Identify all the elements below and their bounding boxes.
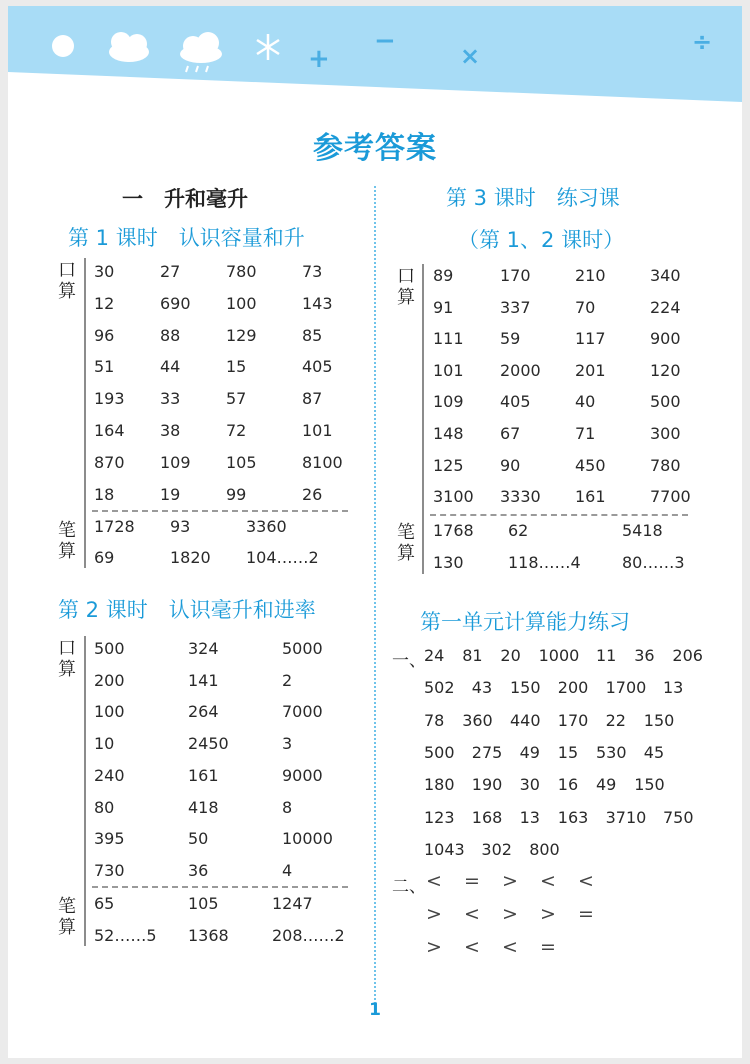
answer-value: 80……3: [622, 553, 685, 572]
answer-value: 161: [575, 487, 606, 507]
answer-value: 3330: [500, 487, 541, 507]
answer-value: 105: [188, 894, 219, 913]
answer-value: 224: [650, 297, 681, 317]
page-title: 参考答案: [313, 131, 437, 166]
answer-value: 780: [226, 262, 257, 281]
answer-value: 125: [433, 455, 464, 475]
answer-value: 418: [188, 797, 219, 817]
comparison-symbol: <: [578, 870, 594, 892]
practice-answer: 530: [596, 742, 627, 762]
cloud-sun-icon: [109, 32, 149, 62]
answer-value: 7000: [282, 702, 323, 722]
answer-value: 164: [94, 421, 125, 440]
answer-value: 7700: [650, 487, 691, 507]
answer-value: 130: [433, 553, 464, 572]
answer-value: 170: [500, 266, 531, 285]
answer-value: 101: [302, 421, 333, 440]
answer-value: 5000: [282, 639, 323, 658]
comparison-symbol: >: [502, 870, 518, 892]
answer-value: 730: [94, 860, 125, 880]
practice-answer: 170: [557, 710, 589, 730]
answer-value: 26: [302, 484, 323, 504]
practice-answer: 1043: [424, 839, 465, 859]
answer-value: 89: [433, 266, 454, 285]
practice-answer: 30: [519, 775, 540, 795]
answer-value: 36: [188, 860, 209, 880]
answer-value: 72: [226, 421, 247, 440]
answer-value: 69: [94, 548, 115, 567]
answer-value: 8: [282, 797, 293, 817]
lesson1-bar: [84, 258, 86, 568]
answer-value: 148: [433, 424, 464, 443]
lesson2-dash: [92, 886, 348, 888]
practice-answer: 302: [481, 839, 512, 859]
answer-value: 3100: [433, 487, 474, 507]
practice-answer: 1000: [538, 646, 580, 665]
answer-value: 80: [94, 797, 115, 817]
answer-value: 780: [650, 455, 681, 475]
answer-value: 67: [500, 424, 521, 443]
practice-answer: 22: [605, 710, 626, 730]
answer-value: 5418: [622, 521, 663, 540]
answer-value: 8100: [302, 452, 343, 472]
answer-value: 91: [433, 297, 454, 317]
practice-answer: 206: [672, 646, 703, 665]
answer-value: 208……2: [272, 926, 345, 945]
answer-value: 100: [226, 293, 257, 313]
answer-value: 240: [94, 765, 125, 785]
answer-value: 500: [650, 392, 681, 412]
answer-value: 1768: [433, 521, 474, 540]
answer-value: 90: [500, 455, 521, 475]
part2-label: 二、: [392, 877, 426, 897]
unit-title: 一 升和毫升: [122, 187, 248, 211]
answer-value: 18: [94, 484, 115, 504]
answer-value: 19: [160, 484, 181, 504]
practice-answer: 502: [424, 678, 455, 698]
comparison-symbol: <: [464, 903, 480, 925]
lesson3-subtitle: （第 1、2 课时）: [458, 228, 625, 252]
comparison-symbol: >: [426, 903, 442, 925]
times-icon: ×: [460, 42, 481, 70]
answer-value: 10: [94, 734, 115, 754]
comparison-symbol: =: [540, 936, 556, 958]
answer-value: 395: [94, 829, 125, 849]
comparison-symbol: <: [540, 870, 556, 892]
answer-value: 690: [160, 293, 191, 313]
answer-value: 1728: [94, 517, 135, 536]
comparison-symbol: >: [502, 903, 518, 925]
answer-value: 141: [188, 670, 219, 690]
answer-value: 96: [94, 325, 115, 345]
part1-label: 一、: [392, 651, 426, 671]
practice-answer: 11: [596, 646, 617, 665]
comparison-symbol: >: [426, 936, 442, 958]
practice-answer: 49: [596, 775, 617, 795]
practice-answer: 78: [424, 710, 445, 730]
divide-icon: ÷: [692, 28, 713, 56]
practice-answer: 45: [643, 742, 665, 762]
comparison-symbol: <: [426, 870, 442, 892]
answer-value: 9000: [282, 765, 323, 785]
comparison-symbol: >: [540, 903, 556, 925]
sun-icon: [52, 35, 74, 57]
page-number: 1: [369, 1000, 381, 1020]
written-label: 笔 算: [58, 520, 76, 562]
answer-value: 15: [226, 357, 247, 377]
answer-value: 51: [94, 357, 115, 377]
answer-value: 30: [94, 262, 115, 281]
answer-value: 12: [94, 293, 115, 313]
answer-value: 10000: [282, 829, 333, 849]
answer-value: 73: [302, 262, 323, 281]
answer-value: 2: [282, 670, 293, 690]
answer-value: 104……2: [246, 548, 319, 567]
answer-value: 101: [433, 360, 464, 380]
answer-value: 109: [433, 392, 464, 412]
answer-value: 900: [650, 329, 681, 349]
practice-answer: 49: [519, 742, 540, 762]
answer-value: 50: [188, 829, 209, 849]
answer-value: 143: [302, 293, 333, 313]
lesson3-bar: [422, 264, 424, 574]
practice-answer: 13: [663, 678, 684, 698]
answer-value: 87: [302, 389, 323, 409]
practice-answer: 43: [471, 678, 493, 698]
answer-value: 88: [160, 325, 181, 345]
answer-value: 109: [160, 452, 191, 472]
answer-value: 200: [94, 670, 125, 690]
answer-value: 40: [575, 392, 596, 412]
answer-value: 38: [160, 421, 181, 440]
answer-value: 44: [160, 357, 181, 377]
practice-answer: 15: [557, 742, 579, 762]
answer-value: 118……4: [508, 553, 581, 572]
comparison-symbol: <: [502, 936, 518, 958]
answer-value: 85: [302, 325, 323, 345]
practice-answer: 800: [529, 839, 560, 859]
answer-value: 450: [575, 455, 606, 475]
practice-answer: 150: [643, 710, 675, 730]
answer-value: 65: [94, 894, 115, 913]
answer-value: 201: [575, 360, 606, 380]
plus-icon: +: [308, 44, 330, 74]
comparison-symbol: <: [464, 936, 480, 958]
answer-value: 210: [575, 266, 606, 285]
answer-value: 870: [94, 452, 125, 472]
answer-value: 52……5: [94, 926, 157, 945]
lesson2-bar: [84, 636, 86, 946]
answer-value: 33: [160, 389, 181, 409]
practice-answer: 163: [557, 807, 589, 827]
answer-value: 120: [650, 360, 681, 380]
answer-value: 93: [170, 517, 191, 536]
written-label: 笔 算: [397, 522, 415, 564]
comparison-symbol: =: [578, 903, 594, 925]
practice-answer: 16: [557, 775, 579, 795]
answer-value: 300: [650, 424, 681, 443]
answer-value: 3: [282, 734, 293, 754]
answer-value: 405: [500, 392, 531, 412]
practice-answer: 360: [462, 710, 493, 730]
answer-value: 1820: [170, 548, 211, 567]
answer-value: 4: [282, 860, 293, 880]
practice-answer: 750: [663, 807, 694, 827]
answer-value: 27: [160, 262, 181, 281]
answer-value: 62: [508, 521, 529, 540]
answer-value: 57: [226, 389, 247, 409]
practice-answer: 36: [634, 646, 655, 665]
practice-answer: 20: [500, 646, 521, 665]
answer-value: 337: [500, 297, 531, 317]
practice-answer: 500: [424, 742, 455, 762]
practice-answer: 13: [519, 807, 540, 827]
answer-value: 100: [94, 702, 125, 722]
minus-icon: −: [374, 26, 396, 56]
practice-answer: 275: [471, 742, 503, 762]
practice-answer: 168: [471, 807, 503, 827]
oral-label: 口 算: [58, 638, 76, 680]
answer-value: 161: [188, 765, 219, 785]
practice-title: 第一单元计算能力练习: [420, 610, 630, 634]
oral-label: 口 算: [397, 266, 415, 308]
practice-answer: 81: [462, 646, 483, 665]
answer-value: 2000: [500, 360, 541, 380]
answer-value: 59: [500, 329, 521, 349]
answer-value: 1247: [272, 894, 313, 913]
answer-value: 3360: [246, 517, 287, 536]
answer-value: 405: [302, 357, 333, 377]
answer-value: 117: [575, 329, 606, 349]
answer-value: 70: [575, 297, 596, 317]
practice-answer: 440: [510, 710, 541, 730]
practice-answer: 150: [634, 775, 665, 795]
practice-answer: 3710: [605, 807, 647, 827]
lesson1-title: 第 1 课时 认识容量和升: [68, 226, 305, 250]
answer-value: 193: [94, 389, 125, 409]
practice-answer: 24: [424, 646, 445, 665]
practice-answer: 190: [471, 775, 503, 795]
lesson3-title: 第 3 课时 练习课: [446, 186, 620, 210]
answer-value: 500: [94, 639, 125, 658]
lesson3-dash: [430, 514, 688, 516]
answer-value: 1368: [188, 926, 229, 945]
practice-answer: 200: [557, 678, 589, 698]
column-divider: [374, 186, 376, 1008]
answer-value: 105: [226, 452, 257, 472]
answer-value: 324: [188, 639, 219, 658]
practice-answer: 180: [424, 775, 455, 795]
answer-value: 129: [226, 325, 257, 345]
answer-value: 264: [188, 702, 219, 722]
comparison-symbol: =: [464, 870, 480, 892]
answer-value: 111: [433, 329, 464, 349]
practice-answer: 150: [510, 678, 541, 698]
answer-value: 71: [575, 424, 596, 443]
answer-value: 99: [226, 484, 247, 504]
written-label: 笔 算: [58, 896, 76, 938]
oral-label: 口 算: [58, 260, 76, 302]
answer-value: 2450: [188, 734, 229, 754]
answer-value: 340: [650, 266, 681, 285]
lesson2-title: 第 2 课时 认识毫升和进率: [58, 598, 316, 622]
lesson1-dash: [92, 510, 348, 512]
practice-answer: 123: [424, 807, 455, 827]
practice-answer: 1700: [605, 678, 647, 698]
